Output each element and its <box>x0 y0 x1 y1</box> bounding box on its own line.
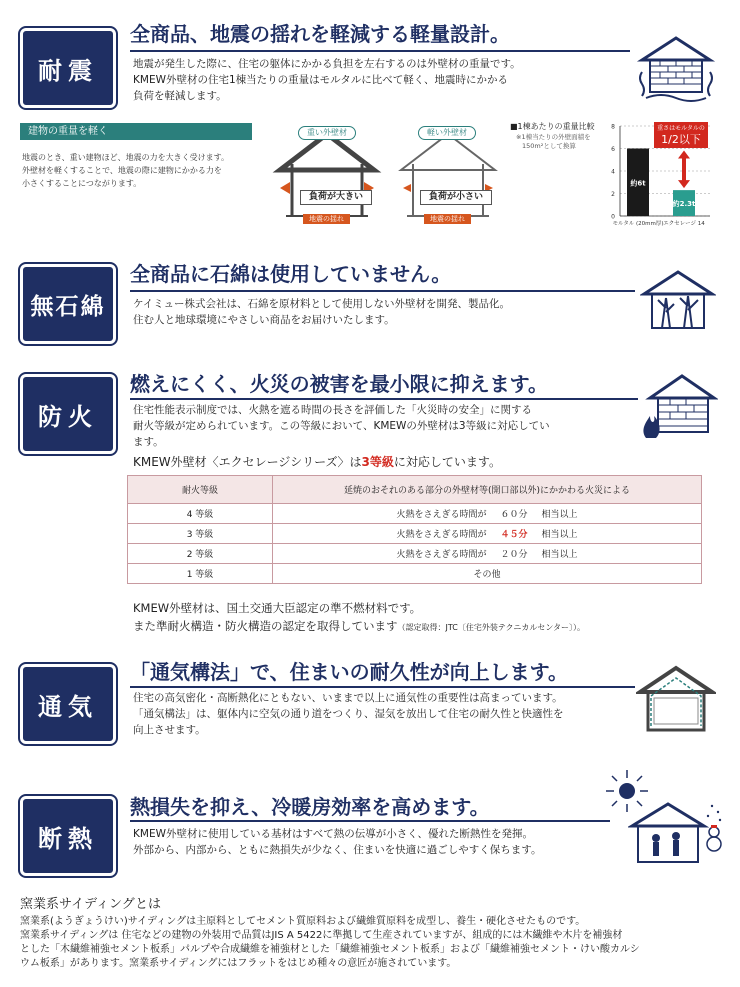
tsuki-rule <box>130 686 635 688</box>
fire-time-cell: 火熱をさえぎる時間が ２０分 相当以上 <box>273 544 702 564</box>
fire-note-2: また準耐火構造・防火構造の認定を取得しています（認定取得：JTC〔住宅外装テクニカルセンター〕）。 <box>133 619 586 633</box>
taishin-body: 地震が発生した際に、住宅の躯体にかかる負担を左右するのは外壁材の重量です。 KMEW外壁材の住宅1棟当たりの重量はモルタルに比べて軽く、地震時にかかる 負荷を軽減します。 <box>133 58 521 102</box>
ventilation-house-icon <box>636 664 716 736</box>
light-load-box: 負荷が小さい <box>420 190 492 205</box>
bouka-title: 燃えにくく、火災の被害を最小限に抑えます。 <box>130 372 548 396</box>
chart-category-label: エクセレージ 14 <box>663 221 705 227</box>
table-row <box>128 524 702 544</box>
fire-time-cell: その他 <box>273 564 702 584</box>
dannetsu-body: KMEW外壁材に使用している基材はすべて熱の伝導が小さく、優れた断熱性を発揮。 外部から、内部から、ともに熱損失が少なく、住まいを快適に過ごしやすく保ちます。 <box>133 828 542 856</box>
table-row <box>128 564 702 584</box>
fire-note-1: KMEW外壁材は、国土交通大臣認定の準不燃材料です。 <box>133 601 422 615</box>
badge-tsuki: 通気 <box>20 664 116 744</box>
fire-grade-cell: 2 等級 <box>128 544 273 564</box>
badge-bouka: 防火 <box>20 374 116 454</box>
musekimen-rule <box>130 290 635 292</box>
light-wall-tag: 軽い外壁材 <box>418 126 476 140</box>
table-header-desc: 延焼のおそれのある部分の外壁材等(開口部以外)にかかわる火災による <box>273 476 702 504</box>
chart-bar-label: 約2.3t <box>672 200 696 209</box>
bouka-rule <box>130 398 638 400</box>
heavy-wall-tag: 重い外壁材 <box>298 126 356 140</box>
bouka-body: 住宅性能表示制度では、火熱を遮る時間の長さを評価した「火災時の安全」に関する 耐火等級が定められています。この等級において、KMEWの外壁材は3等級に対応してい ます。 <box>133 404 550 448</box>
badge-dannetsu: 断熱 <box>20 796 116 876</box>
yogyo-body: 窯業系(ようぎょうけい)サイディングは主原料としてセメント質原料および繊維質原料を成型し、養生・硬化させたものです。 窯業系サイディングは 住宅などの建物の外装用で品質はJIS A 5422に準拠して生産されていますが、組成的には木繊維や木片を補強材 とした「木繊維補強セメント板系」パルプや合成繊維を補強材とした「繊維補強セメント板系」および「繊維補強セメント・けい酸カルシ ウム板系」があります。窯業系サイディングにはフラットをはじめ種々の意匠が施されています。 <box>20 916 640 969</box>
taishin-sub-bar: 建物の重量を軽く <box>20 123 252 140</box>
fire-grade-cell: 3 等級 <box>128 524 273 544</box>
fire-grade-table <box>127 475 702 584</box>
fire-time-cell: 火熱をさえぎる時間が ４５分 相当以上 <box>273 524 702 544</box>
tree-house-icon <box>640 268 716 332</box>
chart-category-label: モルタル (20mm厚) <box>612 221 664 227</box>
fire-grade-heading: KMEW外壁材〈エクセレージシリーズ〉は3等級に対応しています。 <box>133 455 501 469</box>
tsuki-body: 住宅の高気密化・高断熱化にともない、いままで以上に通気性の重要性は高まっています。 「通気構法」は、躯体内に空気の通り道をつくり、湿気を放出して住宅の耐久性と快適性を 向上させます。 <box>133 692 564 736</box>
chart-note-sub2: 150m²として換算 <box>522 142 576 150</box>
chart-ytick-label: 4 <box>611 168 615 176</box>
chart-ytick-label: 6 <box>611 146 615 153</box>
musekimen-title: 全商品に石綿は使用していません。 <box>130 262 452 286</box>
fire-house-icon <box>640 372 718 442</box>
dannetsu-title: 熱損失を抑え、冷暖房効率を高めます。 <box>130 795 490 819</box>
musekimen-body: ケイミュー株式会社は、石綿を原材料として使用しない外壁材を開発、製品化。 住む人と地球環境にやさしい商品をお届けいたします。 <box>133 298 511 326</box>
insulated-house-icon <box>628 800 724 866</box>
chart-ytick-label: 8 <box>611 123 615 131</box>
chart-note-sub1: ※1棟当たりの外壁面積を <box>516 133 591 141</box>
chart-note-title: ■1棟あたりの重量比較 <box>510 122 595 131</box>
chart-callout: 重さはモルタルの 1/2以下 <box>654 122 708 148</box>
brick-house-icon <box>636 32 716 104</box>
badge-musekimen: 無石綿 <box>20 264 116 344</box>
fire-time-cell: 火熱をさえぎる時間が ６０分 相当以上 <box>273 504 702 524</box>
chart-arrow-head <box>678 180 690 188</box>
table-header-row <box>128 476 702 504</box>
taishin-title: 全商品、地震の揺れを軽減する軽量設計。 <box>130 22 510 46</box>
yogyo-title: 窯業系サイディングとは <box>20 897 162 912</box>
table-header-grade: 耐火等級 <box>128 476 273 504</box>
chart-arrow-tail <box>678 151 690 159</box>
chart-ytick-label: 0 <box>611 213 615 221</box>
badge-taishin: 耐震 <box>20 28 116 108</box>
heavy-load-box: 負荷が大きい <box>300 190 372 205</box>
table-row <box>128 504 702 524</box>
sway-label-light: 地震の揺れ <box>424 214 471 224</box>
taishin-rule <box>130 50 630 52</box>
chart-ytick-label: 2 <box>611 191 615 198</box>
sway-label-heavy: 地震の揺れ <box>303 214 350 224</box>
table-row <box>128 544 702 564</box>
chart-bar-label: 約6t <box>630 179 646 188</box>
tsuki-title: 「通気構法」で、住まいの耐久性が向上します。 <box>130 660 568 684</box>
fire-grade-cell: 1 等級 <box>128 564 273 584</box>
fire-grade-cell: 4 等級 <box>128 504 273 524</box>
taishin-sub-text: 地震のとき、重い建物ほど、地震の力を大きく受けます。 外壁材を軽くすることで、地震の際に建物にかかる力を 小さくすることにつながります。 <box>22 153 230 188</box>
dannetsu-rule <box>130 820 610 822</box>
